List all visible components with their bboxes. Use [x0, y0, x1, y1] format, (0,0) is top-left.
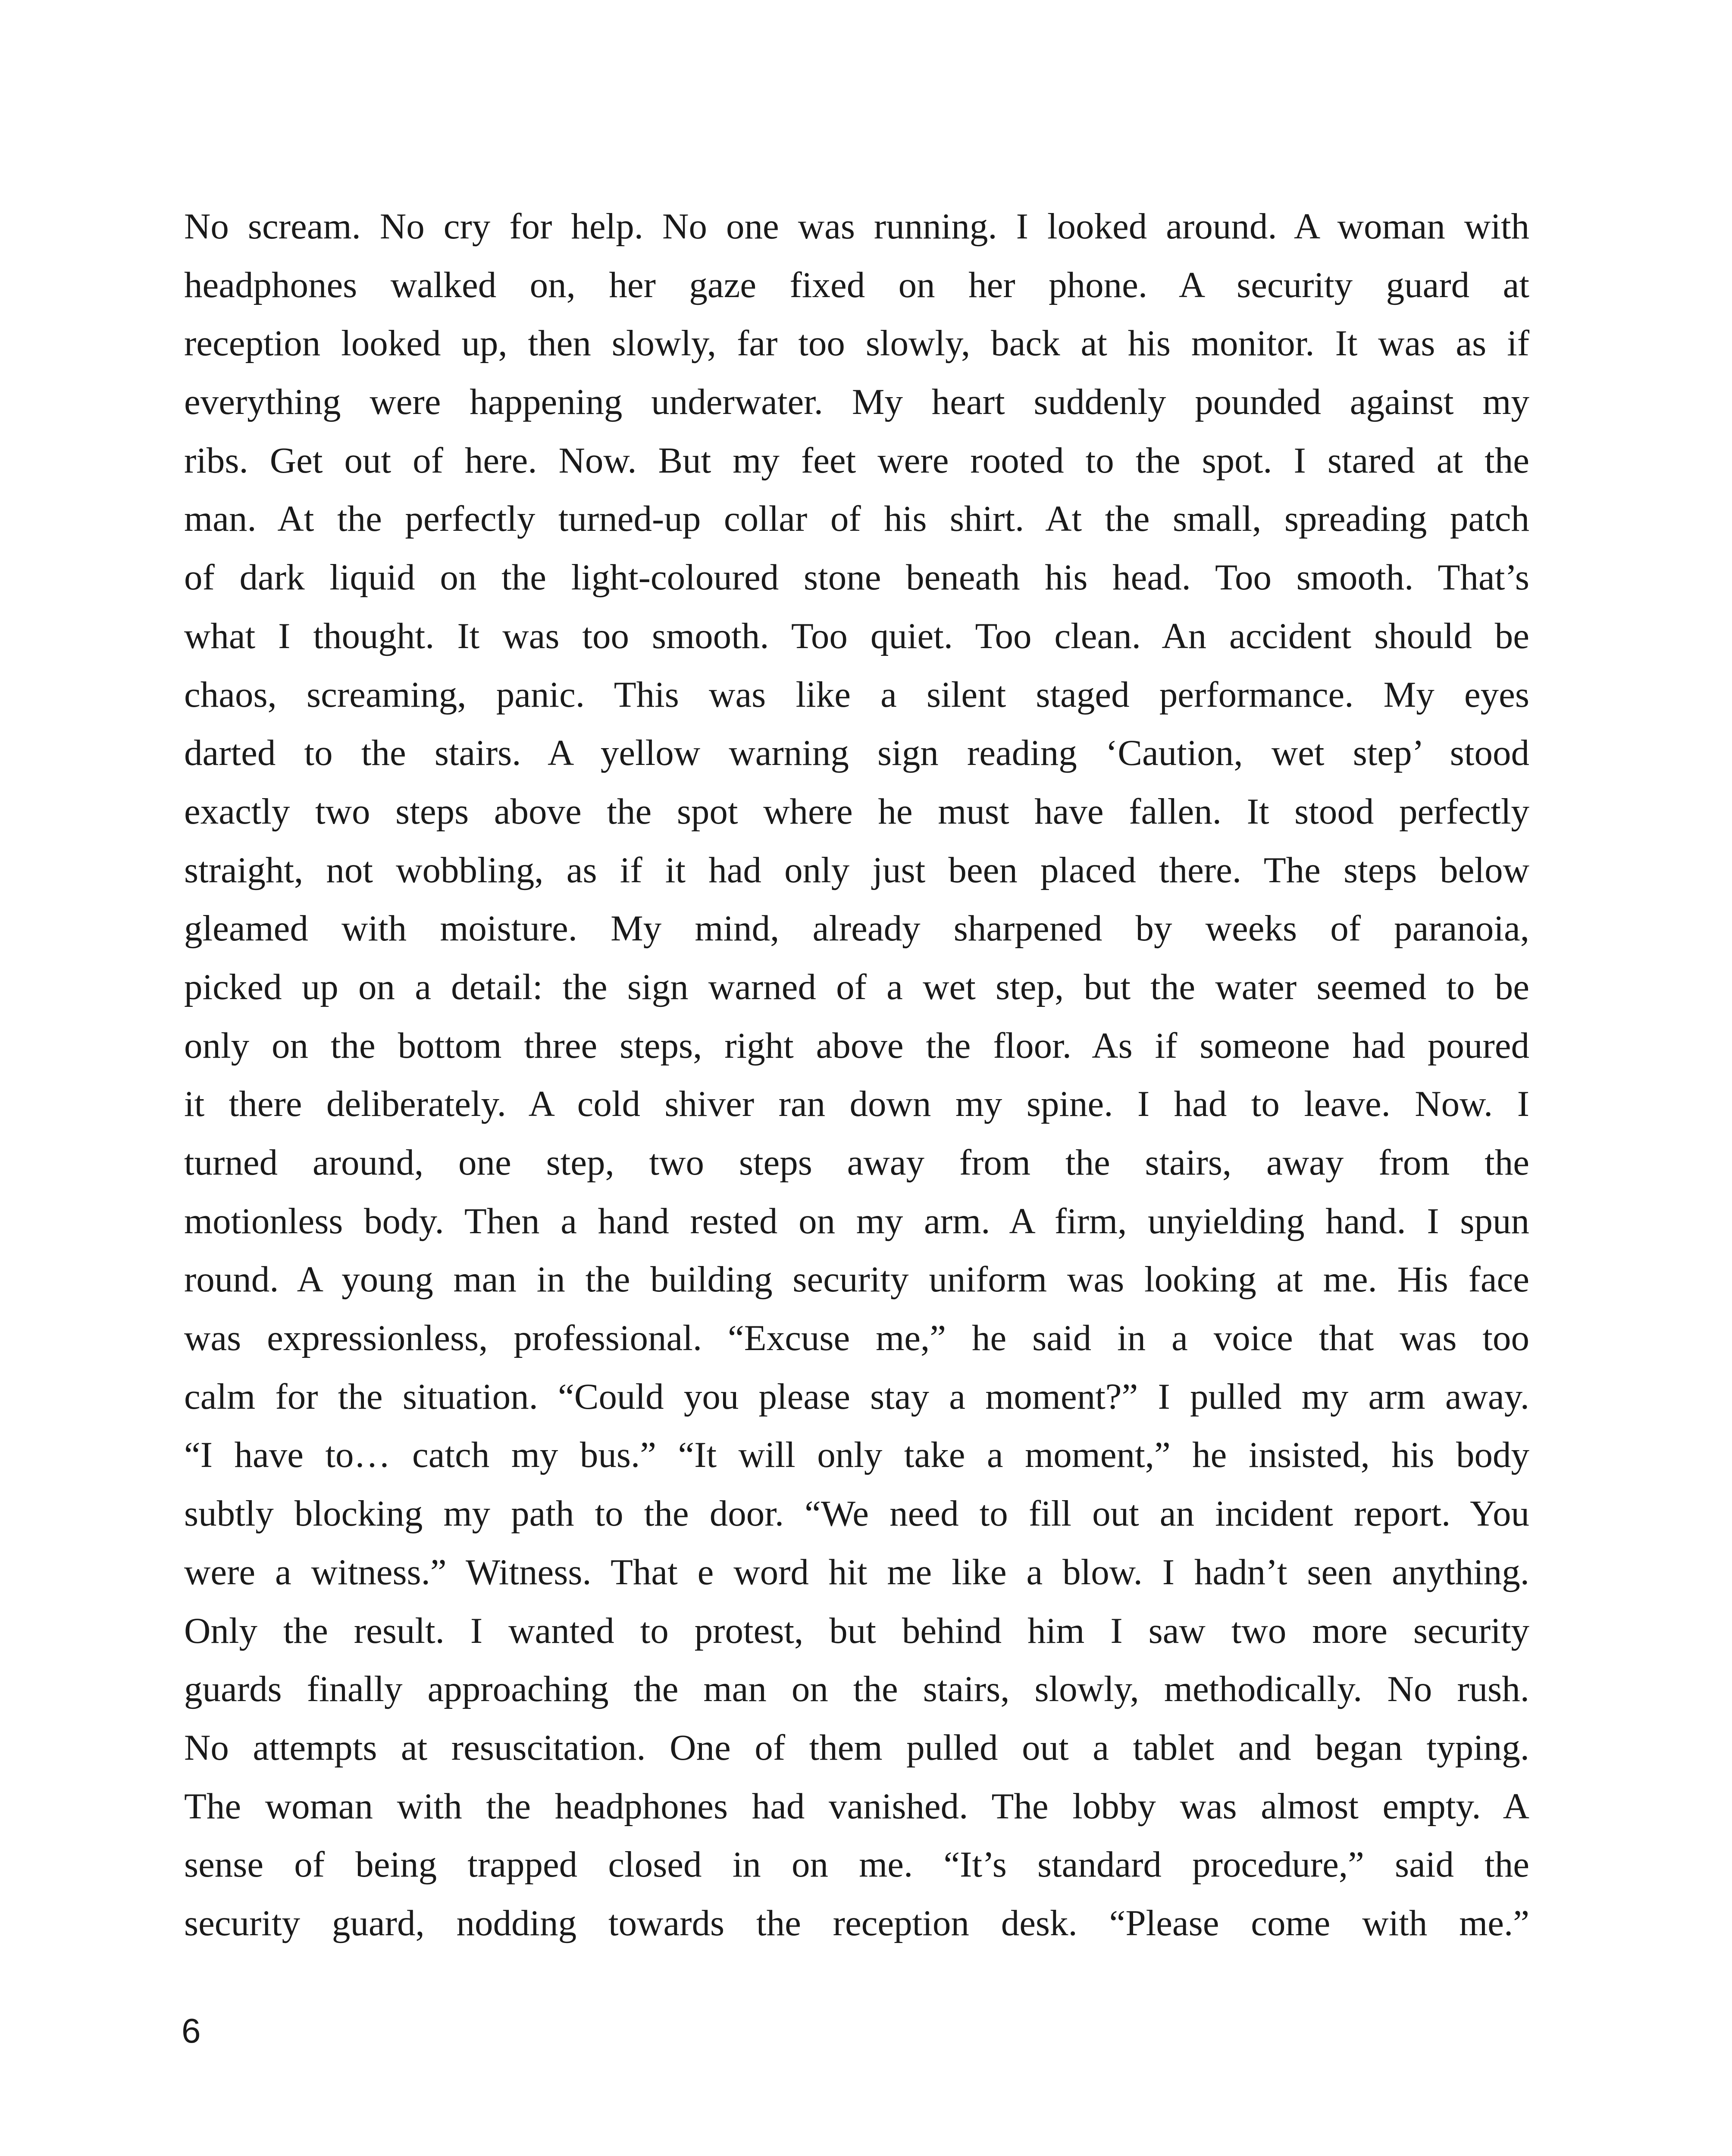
text-line: exactly two steps above the spot where he must have fallen. It stood perfectly: [184, 791, 1529, 832]
text-line: No attempts at resuscitation. One of them pulled out a tablet and began typing.: [184, 1727, 1529, 1768]
text-line: of dark liquid on the light-coloured stone beneath his head. Too smooth. That’s: [184, 557, 1529, 598]
text-line: were a witness.” Witness. That e word hit me like a blow. I hadn’t seen anything.: [184, 1551, 1529, 1592]
body-text: [184, 197, 1529, 1953]
text-line: chaos, screaming, panic. This was like a silent staged performance. My eyes: [184, 674, 1529, 715]
text-line: was expressionless, professional. “Excuse me,” he said in a voice that was too: [184, 1318, 1529, 1359]
text-line: darted to the stairs. A yellow warning sign reading ‘Caution, wet step’ stood: [184, 733, 1529, 774]
text-line: it there deliberately. A cold shiver ran down my spine. I had to leave. Now. I: [184, 1084, 1529, 1125]
text-line: what I thought. It was too smooth. Too quiet. Too clean. An accident should be: [184, 615, 1529, 656]
text-line: everything were happening underwater. My heart suddenly pounded against my: [184, 382, 1529, 423]
text-line: sense of being trapped closed in on me. “It’s standard procedure,” said the: [184, 1844, 1529, 1885]
text-line: calm for the situation. “Could you please stay a moment?” I pulled my arm away.: [184, 1376, 1529, 1417]
text-line: only on the bottom three steps, right above the floor. As if someone had poured: [184, 1025, 1529, 1066]
text-line: reception looked up, then slowly, far too slowly, back at his monitor. It was as if: [184, 323, 1529, 364]
text-line: No scream. No cry for help. No one was running. I looked around. A woman with: [184, 206, 1529, 247]
text-line: round. A young man in the building security uniform was looking at me. His face: [184, 1259, 1529, 1300]
text-line: The woman with the headphones had vanished. The lobby was almost empty. A: [184, 1786, 1529, 1827]
text-line: headphones walked on, her gaze fixed on her phone. A security guard at: [184, 264, 1529, 305]
text-line: man. At the perfectly turned-up collar of his shirt. At the small, spreading patch: [184, 498, 1529, 539]
text-line: ribs. Get out of here. Now. But my feet were rooted to the spot. I stared at the: [184, 440, 1529, 481]
text-line: turned around, one step, two steps away from the stairs, away from the: [184, 1142, 1529, 1183]
text-line: subtly blocking my path to the door. “We need to fill out an incident report. You: [184, 1493, 1529, 1534]
text-line: guards finally approaching the man on the stairs, slowly, methodically. No rush.: [184, 1669, 1529, 1710]
page-number: 6: [182, 2012, 201, 2050]
text-line: motionless body. Then a hand rested on my arm. A firm, unyielding hand. I spun: [184, 1200, 1529, 1241]
text-line: Only the result. I wanted to protest, but behind him I saw two more security: [184, 1610, 1529, 1651]
text-line: picked up on a detail: the sign warned of a wet step, but the water seemed to be: [184, 966, 1529, 1007]
text-line: gleamed with moisture. My mind, already sharpened by weeks of paranoia,: [184, 908, 1529, 949]
text-line: security guard, nodding towards the reception desk. “Please come with me.”: [184, 1902, 1529, 1943]
text-line: “I have to… catch my bus.” “It will only take a moment,” he insisted, his body: [184, 1435, 1529, 1476]
text-line: straight, not wobbling, as if it had only just been placed there. The steps below: [184, 849, 1529, 890]
